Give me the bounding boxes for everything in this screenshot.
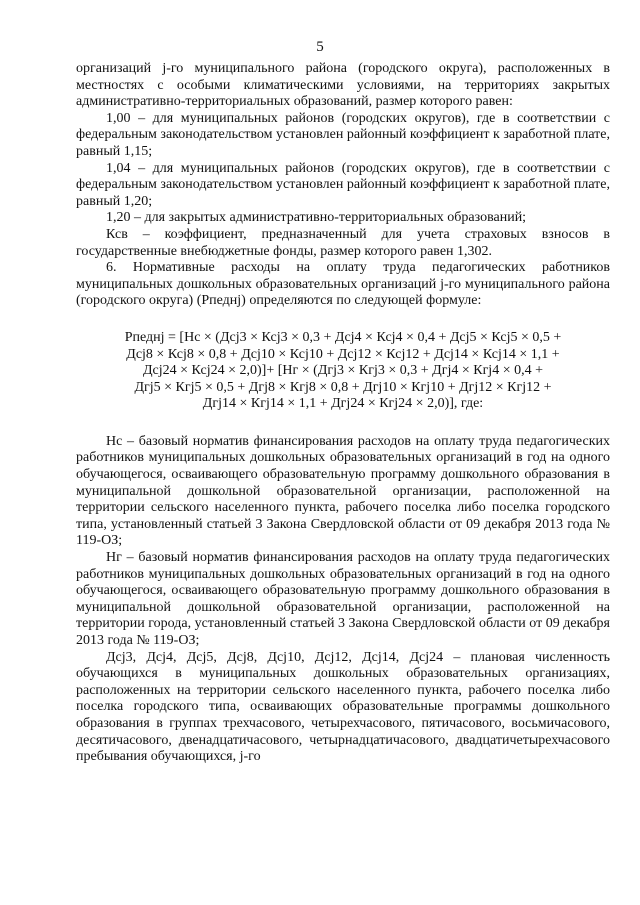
formula-line: Дгj5 × Кгj5 × 0,5 + Дгj8 × Кгj8 × 0,8 + Дгj10 × Кгj10 + Дгj12 × Кгj12 + <box>134 379 552 395</box>
formula-line: Дгj14 × Кгj14 × 1,1 + Дгj24 × Кгj24 × 2,0)], где: <box>202 396 484 412</box>
formula-line: Дсj8 × Ксj8 × 0,8 + Дсj10 × Ксj10 + Дсj12 × Ксj12 + Дсj14 × Ксj14 × 1,1 + <box>126 346 560 362</box>
formula-line: Рпеднj = [Нс × (Дсj3 × Ксj3 × 0,3 + Дсj4 × Ксj4 × 0,4 + Дсj5 × Ксj5 × 0,5 + <box>124 329 562 345</box>
spacer <box>76 413 610 434</box>
formula-line: Дсj24 × Ксj24 × 2,0)]+ [Нг × (Дгj3 × Кгj3 × 0,3 + Дгj4 × Кгj4 × 0,4 + <box>142 363 543 379</box>
paragraph-coefficient-1-04: 1,04 – для муниципальных районов (городских округов), где в соответствии с федеральным законодательством установлен районный коэффициент к заработной плате, равный 1,20; <box>76 160 610 209</box>
paragraph-item-6: 6. Нормативные расходы на оплату труда педагогических работников муниципальных дошкольных образовательных организаций j-го муниципального района (городского округа) (Рпеднj) определяются по следующей формуле: <box>76 260 610 309</box>
paragraph-nc-definition: Нс – базовый норматив финансирования расходов на оплату труда педагогических работников муниципальных дошкольных образовательных организаций в год на одного обучающегося, осваивающего образовательную программу дошкольного образования в муниципальной дошкольной образовательной организации, расположенной на территории сельского населенного пункта, рабочего поселка либо поселка городского типа, установленный статьей 3 Закона Свердловской области от 09 декабря 2013 года № 119-ОЗ; <box>76 433 610 549</box>
paragraph-continuation: организаций j-го муниципального района (городского округа), расположенных в местностях с особыми климатическими условиями, на территориях закрытых административно-территориальных образований, размер которого равен: <box>76 61 610 110</box>
paragraph-coefficient-1-20: 1,20 – для закрытых административно-территориальных образований; <box>106 210 527 226</box>
paragraph-dc-definition: Дсj3, Дсj4, Дсj5, Дсj8, Дсj10, Дсj12, Дсj14, Дсj24 – плановая численность обучающихся в муниципальных дошкольных образовательных организациях, расположенных на территории сельского населенного пункта, рабочего поселка либо поселка городского типа, осваивающих образовательные программы дошкольного образования в группах трехчасового, четырехчасового, пятичасового, восьмичасового, десятичасового, двенадцатичасового, четырнадцатичасового, двадцатичетырехчасового пребывания обучающихся, j-го <box>76 649 610 765</box>
formula-block <box>76 330 610 413</box>
paragraph-ksv-definition: Ксв – коэффициент, предназначенный для учета страховых взносов в государственные внебюджетные фонды, размер которого равен 1,302. <box>76 226 610 259</box>
paragraph-coefficient-1-00: 1,00 – для муниципальных районов (городских округов), где в соответствии с федеральным законодательством установлен районный коэффициент к заработной плате, равный 1,15; <box>76 110 610 159</box>
page-number: 5 <box>316 39 324 55</box>
document-body <box>76 61 610 766</box>
paragraph-ng-definition: Нг – базовый норматив финансирования расходов на оплату труда педагогических работников муниципальных дошкольных образовательных организаций в год на одного обучающегося, осваивающего образовательную программу дошкольного образования в муниципальной дошкольной образовательной организации, расположенной на территории города, установленный статьей 3 Закона Свердловской области от 09 декабря 2013 года № 119-ОЗ; <box>76 550 610 648</box>
